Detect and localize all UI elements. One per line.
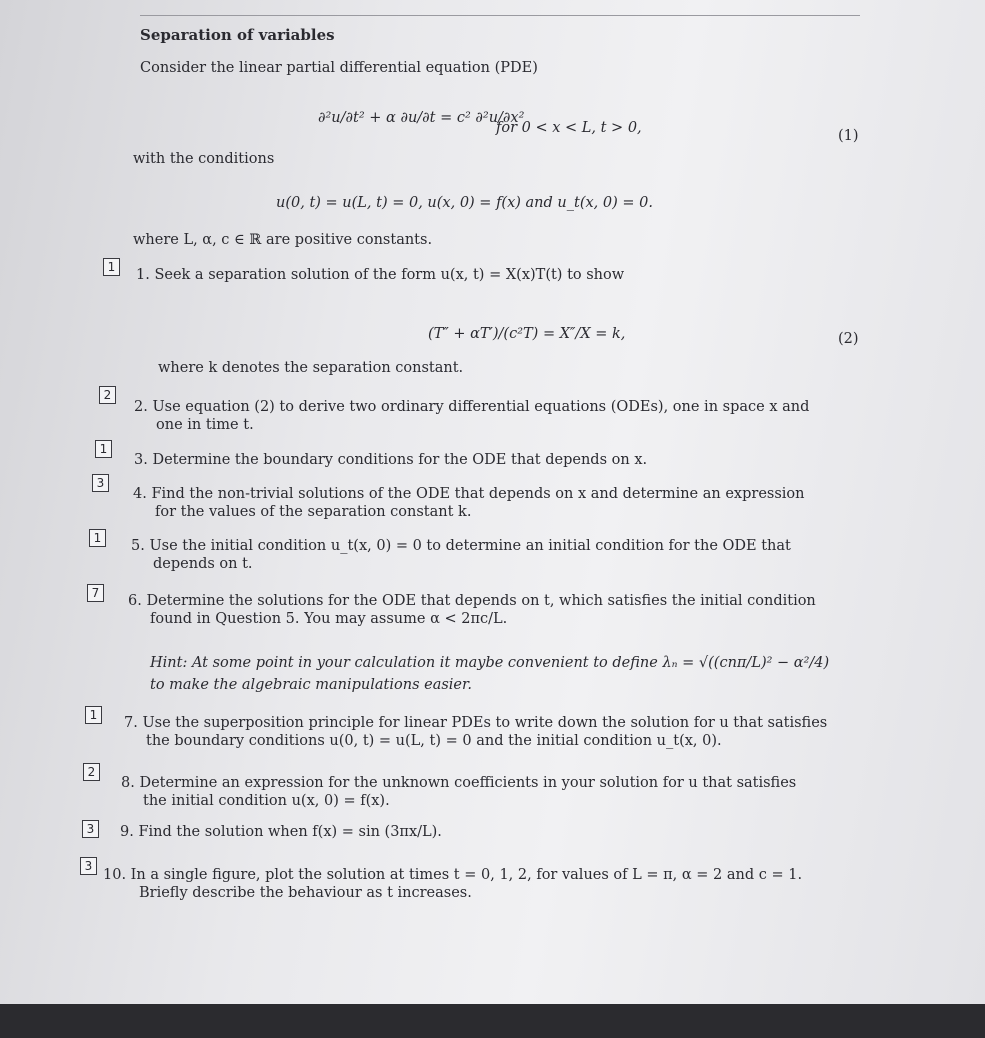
separation-constant-text: where k denotes the separation constant.: [158, 360, 464, 376]
question-line: depends on t.: [153, 556, 253, 572]
marks-box: 2: [83, 763, 100, 781]
equation-1-domain: for 0 < x < L, t > 0,: [496, 120, 642, 136]
section-title: Separation of variables: [140, 26, 335, 44]
question-line: 3. Determine the boundary conditions for the ODE that depends on x.: [134, 452, 648, 468]
question-line: 6. Determine the solutions for the ODE that depends on t, which satisfies the initial condition: [128, 593, 816, 609]
equation-1: ∂²u/∂t² + α ∂u/∂t = c² ∂²u/∂x²: [318, 110, 525, 126]
question-3: [134, 451, 647, 469]
question-10: [103, 866, 802, 902]
screen-bezel: [0, 1004, 985, 1038]
question-line: 8. Determine an expression for the unknown coefficients in your solution for u that satisfies: [121, 775, 797, 791]
question-line: found in Question 5. You may assume α < 2πc/L.: [150, 611, 508, 627]
question-line: 9. Find the solution when f(x) = sin (3πx/L).: [120, 824, 442, 840]
question-line: 4. Find the non-trivial solutions of the ODE that depends on x and determine an expression: [133, 486, 805, 502]
question-line: 1. Seek a separation solution of the form u(x, t) = X(x)T(t) to show: [136, 267, 625, 283]
intro-text: Consider the linear partial differential equation (PDE): [140, 60, 538, 76]
marks-box: 1: [103, 258, 120, 276]
hint-line-1: Hint: At some point in your calculation it maybe convenient to define λₙ = √((cnπ/L)² − α²/4): [150, 655, 830, 671]
top-rule: [140, 15, 860, 16]
constants-text: where L, α, c ∈ ℝ are positive constants.: [133, 232, 433, 248]
marks-box: 3: [80, 857, 97, 875]
question-line: 5. Use the initial condition u_t(x, 0) = 0 to determine an initial condition for the ODE that: [131, 538, 791, 554]
with-conditions-text: with the conditions: [133, 151, 275, 167]
question-line: one in time t.: [156, 417, 254, 433]
question-line: the initial condition u(x, 0) = f(x).: [143, 793, 390, 809]
marks-box: 3: [82, 820, 99, 838]
marks-box: 2: [99, 386, 116, 404]
marks-box: 7: [87, 584, 104, 602]
question-7: [124, 714, 827, 750]
equation-1-number: (1): [838, 128, 859, 144]
question-line: 7. Use the superposition principle for linear PDEs to write down the solution for u that satisfies: [124, 715, 828, 731]
boundary-initial-conditions: u(0, t) = u(L, t) = 0, u(x, 0) = f(x) and u_t(x, 0) = 0.: [276, 195, 653, 211]
question-2: [134, 398, 809, 434]
question-1: [136, 266, 624, 284]
marks-box: 1: [89, 529, 106, 547]
hint-line-2: to make the algebraic manipulations easier.: [150, 677, 472, 693]
marks-box: 1: [85, 706, 102, 724]
question-4: [133, 485, 804, 521]
question-line: for the values of the separation constant k.: [155, 504, 472, 520]
question-6: [128, 592, 816, 628]
equation-2-number: (2): [838, 331, 859, 347]
marks-box: 3: [92, 474, 109, 492]
question-9: [120, 823, 442, 841]
question-line: the boundary conditions u(0, t) = u(L, t) = 0 and the initial condition u_t(x, 0).: [146, 733, 722, 749]
question-line: Briefly describe the behaviour as t increases.: [139, 885, 472, 901]
question-8: [121, 774, 796, 810]
equation-2: (T″ + αT′)/(c²T) = X″/X = k,: [428, 326, 626, 342]
question-5: [131, 537, 791, 573]
marks-box: 1: [95, 440, 112, 458]
question-line: 10. In a single figure, plot the solution at times t = 0, 1, 2, for values of L = π, α = 2 and c = 1.: [103, 867, 803, 883]
question-line: 2. Use equation (2) to derive two ordinary differential equations (ODEs), one in space x and: [134, 399, 810, 415]
